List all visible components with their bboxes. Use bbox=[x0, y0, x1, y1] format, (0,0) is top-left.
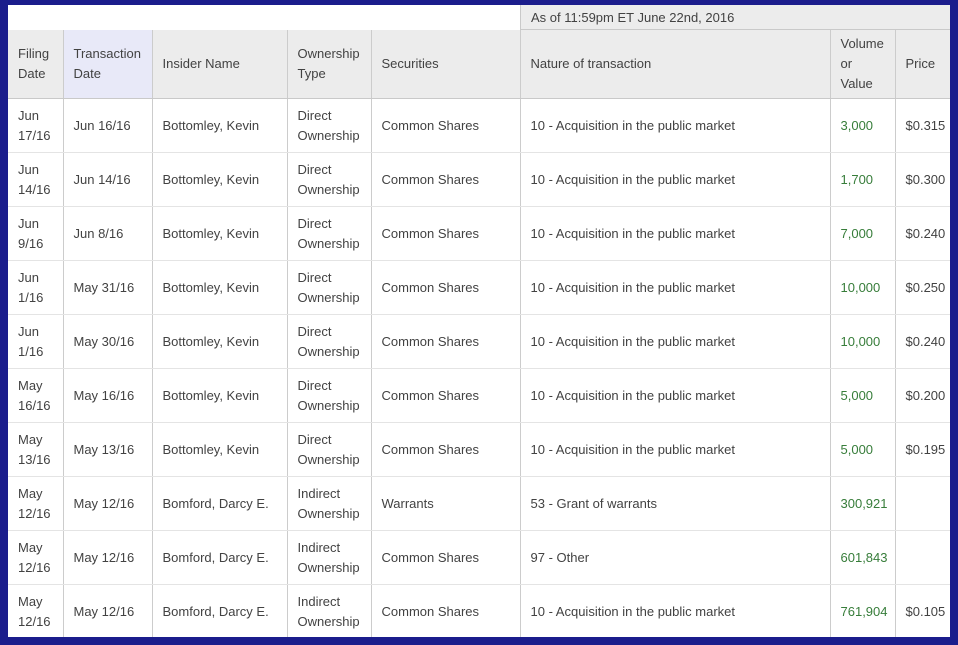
cell-nature: 10 - Acquisition in the public market bbox=[520, 585, 830, 639]
cell-transaction-date: Jun 16/16 bbox=[63, 99, 152, 153]
cell-securities: Common Shares bbox=[371, 369, 520, 423]
table-row bbox=[8, 531, 950, 585]
column-header-ownership-type[interactable]: Ownership Type bbox=[287, 30, 371, 99]
cell-price bbox=[895, 477, 950, 531]
cell-volume: 300,921 bbox=[830, 477, 895, 531]
cell-filing-date: Jun 1/16 bbox=[8, 261, 63, 315]
cell-filing-date: May 13/16 bbox=[8, 423, 63, 477]
cell-insider-name: Bomford, Darcy E. bbox=[152, 585, 287, 639]
cell-transaction-date: May 30/16 bbox=[63, 315, 152, 369]
cell-insider-name: Bottomley, Kevin bbox=[152, 207, 287, 261]
column-header-volume[interactable]: Volume or Value bbox=[830, 30, 895, 99]
cell-filing-date: May 12/16 bbox=[8, 531, 63, 585]
cell-securities: Common Shares bbox=[371, 423, 520, 477]
cell-volume: 1,700 bbox=[830, 153, 895, 207]
cell-filing-date: Jun 9/16 bbox=[8, 207, 63, 261]
column-header-filing-date[interactable]: Filing Date bbox=[8, 30, 63, 99]
cell-filing-date: Jun 14/16 bbox=[8, 153, 63, 207]
cell-ownership-type: Indirect Ownership bbox=[287, 477, 371, 531]
cell-securities: Common Shares bbox=[371, 207, 520, 261]
insider-transactions-table bbox=[8, 30, 950, 639]
cell-volume: 10,000 bbox=[830, 261, 895, 315]
cell-ownership-type: Direct Ownership bbox=[287, 99, 371, 153]
cell-filing-date: May 12/16 bbox=[8, 585, 63, 639]
cell-nature: 53 - Grant of warrants bbox=[520, 477, 830, 531]
cell-volume: 601,843 bbox=[830, 531, 895, 585]
cell-securities: Common Shares bbox=[371, 531, 520, 585]
cell-transaction-date: Jun 14/16 bbox=[63, 153, 152, 207]
table-row bbox=[8, 585, 950, 639]
column-header-nature[interactable]: Nature of transaction bbox=[520, 30, 830, 99]
cell-ownership-type: Direct Ownership bbox=[287, 315, 371, 369]
cell-volume: 10,000 bbox=[830, 315, 895, 369]
cell-volume: 5,000 bbox=[830, 423, 895, 477]
cell-ownership-type: Direct Ownership bbox=[287, 261, 371, 315]
cell-price: $0.195 bbox=[895, 423, 950, 477]
cell-nature: 10 - Acquisition in the public market bbox=[520, 369, 830, 423]
cell-filing-date: Jun 1/16 bbox=[8, 315, 63, 369]
cell-price: $0.250 bbox=[895, 261, 950, 315]
as-of-banner: As of 11:59pm ET June 22nd, 2016 bbox=[520, 5, 950, 30]
table-row bbox=[8, 423, 950, 477]
cell-price: $0.300 bbox=[895, 153, 950, 207]
cell-transaction-date: May 13/16 bbox=[63, 423, 152, 477]
cell-insider-name: Bottomley, Kevin bbox=[152, 423, 287, 477]
table-row bbox=[8, 99, 950, 153]
cell-price: $0.240 bbox=[895, 207, 950, 261]
header-row bbox=[8, 30, 950, 99]
column-header-transaction-date[interactable]: Transaction Date bbox=[63, 30, 152, 99]
cell-price: $0.105 bbox=[895, 585, 950, 639]
cell-nature: 97 - Other bbox=[520, 531, 830, 585]
cell-securities: Warrants bbox=[371, 477, 520, 531]
cell-insider-name: Bomford, Darcy E. bbox=[152, 477, 287, 531]
cell-nature: 10 - Acquisition in the public market bbox=[520, 261, 830, 315]
cell-ownership-type: Direct Ownership bbox=[287, 369, 371, 423]
cell-nature: 10 - Acquisition in the public market bbox=[520, 153, 830, 207]
cell-filing-date: May 12/16 bbox=[8, 477, 63, 531]
cell-price: $0.315 bbox=[895, 99, 950, 153]
cell-price: $0.240 bbox=[895, 315, 950, 369]
cell-ownership-type: Indirect Ownership bbox=[287, 585, 371, 639]
cell-filing-date: Jun 17/16 bbox=[8, 99, 63, 153]
cell-nature: 10 - Acquisition in the public market bbox=[520, 423, 830, 477]
cell-ownership-type: Direct Ownership bbox=[287, 207, 371, 261]
cell-volume: 5,000 bbox=[830, 369, 895, 423]
table-row bbox=[8, 477, 950, 531]
cell-securities: Common Shares bbox=[371, 315, 520, 369]
cell-volume: 761,904 bbox=[830, 585, 895, 639]
table-row bbox=[8, 207, 950, 261]
column-header-insider-name[interactable]: Insider Name bbox=[152, 30, 287, 99]
cell-transaction-date: May 31/16 bbox=[63, 261, 152, 315]
as-of-row bbox=[8, 5, 950, 30]
cell-filing-date: May 16/16 bbox=[8, 369, 63, 423]
table-row bbox=[8, 369, 950, 423]
cell-nature: 10 - Acquisition in the public market bbox=[520, 99, 830, 153]
cell-ownership-type: Direct Ownership bbox=[287, 153, 371, 207]
cell-price bbox=[895, 531, 950, 585]
cell-volume: 3,000 bbox=[830, 99, 895, 153]
cell-securities: Common Shares bbox=[371, 153, 520, 207]
column-header-securities[interactable]: Securities bbox=[371, 30, 520, 99]
cell-nature: 10 - Acquisition in the public market bbox=[520, 315, 830, 369]
column-header-price[interactable]: Price bbox=[895, 30, 950, 99]
cell-transaction-date: May 16/16 bbox=[63, 369, 152, 423]
cell-transaction-date: May 12/16 bbox=[63, 531, 152, 585]
cell-ownership-type: Indirect Ownership bbox=[287, 531, 371, 585]
cell-nature: 10 - Acquisition in the public market bbox=[520, 207, 830, 261]
cell-insider-name: Bottomley, Kevin bbox=[152, 99, 287, 153]
cell-insider-name: Bottomley, Kevin bbox=[152, 369, 287, 423]
cell-securities: Common Shares bbox=[371, 585, 520, 639]
cell-insider-name: Bottomley, Kevin bbox=[152, 153, 287, 207]
cell-transaction-date: May 12/16 bbox=[63, 585, 152, 639]
table-row bbox=[8, 261, 950, 315]
cell-insider-name: Bomford, Darcy E. bbox=[152, 531, 287, 585]
table-row bbox=[8, 315, 950, 369]
cell-transaction-date: May 12/16 bbox=[63, 477, 152, 531]
cell-volume: 7,000 bbox=[830, 207, 895, 261]
cell-securities: Common Shares bbox=[371, 261, 520, 315]
cell-insider-name: Bottomley, Kevin bbox=[152, 261, 287, 315]
cell-securities: Common Shares bbox=[371, 99, 520, 153]
banner-spacer bbox=[8, 5, 520, 30]
cell-price: $0.200 bbox=[895, 369, 950, 423]
cell-transaction-date: Jun 8/16 bbox=[63, 207, 152, 261]
cell-ownership-type: Direct Ownership bbox=[287, 423, 371, 477]
cell-insider-name: Bottomley, Kevin bbox=[152, 315, 287, 369]
table-row bbox=[8, 153, 950, 207]
